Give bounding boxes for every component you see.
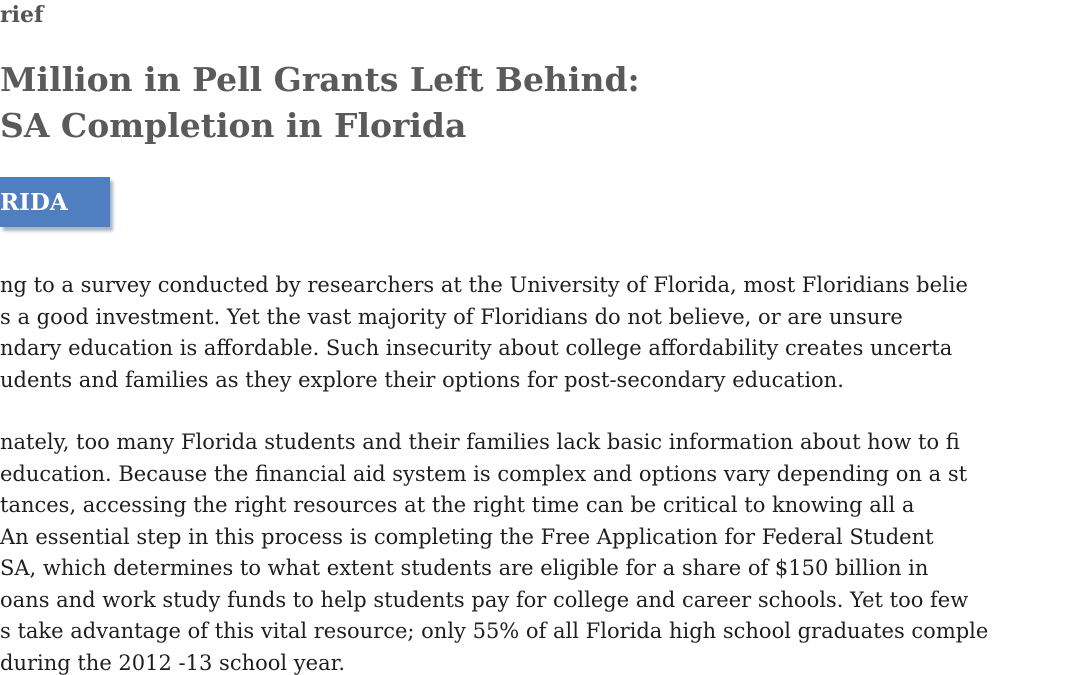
paragraph-line: ndary education is affordable. Such insecurity about college affordability creates uncerta xyxy=(0,336,953,360)
page-title xyxy=(0,57,640,149)
title-line-1: Million in Pell Grants Left Behind: xyxy=(0,60,640,99)
paragraph-line: education. Because the financial aid system is complex and options vary depending on a st xyxy=(0,461,968,486)
paragraph-line: SA, which determines to what extent students are eligible for a share of $150 billion in xyxy=(0,556,929,580)
paragraph-line: s a good investment. Yet the vast majority of Floridians do not believe, or are unsure xyxy=(0,304,903,329)
paragraph-line: An essential step in this process is completing the Free Application for Federal Student xyxy=(0,524,934,549)
state-tab xyxy=(0,177,110,227)
series-label: rief xyxy=(0,2,44,28)
paragraph-line: during the 2012 -13 school year. xyxy=(0,650,346,675)
paragraph-line: nately, too many Florida students and their families lack basic information about how to fi xyxy=(0,430,960,454)
paragraph-line: tances, accessing the right resources at the right time can be critical to knowing all a xyxy=(0,493,915,517)
paragraph-2 xyxy=(0,427,1080,675)
state-tab-label: RIDA xyxy=(0,188,68,216)
paragraph-1 xyxy=(0,270,1080,396)
body-text xyxy=(0,270,1080,675)
paragraph-line: ng to a survey conducted by researchers at the University of Florida, most Floridians belie xyxy=(0,273,968,297)
paragraph-line: s take advantage of this vital resource; only 55% of all Florida high school graduates comple xyxy=(0,619,989,643)
paragraph-line: udents and families as they explore their options for post-secondary education. xyxy=(0,367,844,392)
title-line-2: SA Completion in Florida xyxy=(0,106,467,145)
paragraph-line: oans and work study funds to help students pay for college and career schools. Yet too few xyxy=(0,587,969,612)
